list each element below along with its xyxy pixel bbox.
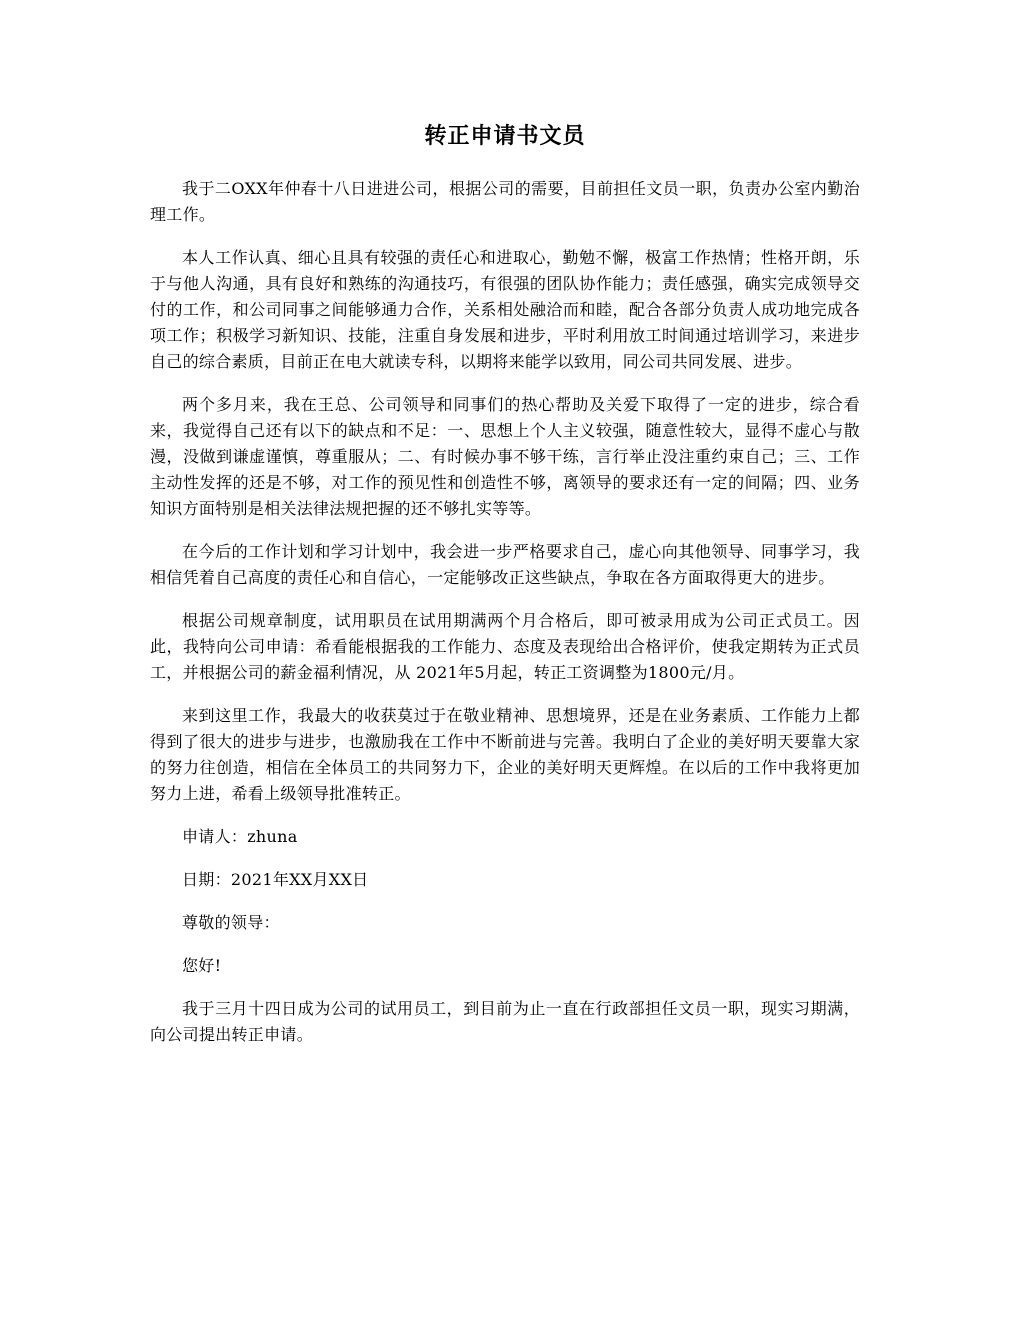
paragraph-gains: 来到这里工作，我最大的收获莫过于在敬业精神、思想境界，还是在业务素质、工作能力上都得到了很大的进步与进步，也激励我在工作中不断前进与完善。我明白了企业的美好明天要靠大家的努力往创造，相信在全体员工的共同努力下，企业的美好明天更辉煌。在以后的工作中我将更加努力上进，希看上级领导批准转正。 xyxy=(150,706,860,803)
date-line: 日期：2021年XX月XX日 xyxy=(182,870,369,889)
salutation-line: 尊敬的领导： xyxy=(182,913,280,932)
paragraph-application-request: 根据公司规章制度，试用职员在试用期满两个月合格后，即可被录用成为公司正式员工。因此，我特向公司申请：希看能根据我的工作能力、态度及表现给出合格评价，使我定期转为正式员工，并根据公司的薪金福利情况，从 2021年5月起，转正工资调整为1800元/月。 xyxy=(150,611,860,682)
applicant-line: 申请人：zhuna xyxy=(182,827,298,846)
greeting-line: 您好! xyxy=(182,956,222,975)
paragraph-intro: 我于二OXX年仲春十八日进进公司，根据公司的需要，目前担任文员一职，负责办公室内勤治理工作。 xyxy=(150,179,860,224)
paragraph-shortcomings: 两个多月来，我在王总、公司领导和同事们的热心帮助及关爱下取得了一定的进步，综合看来，我觉得自己还有以下的缺点和不足：一、思想上个人主义较强，随意性较大，显得不虚心与散漫，没做到谦虚谨慎，尊重服从；二、有时候办事不够干练，言行举止没注重约束自己；三、工作主动性发挥的还是不够，对工作的预见性和创造性不够，离领导的要求还有一定的间隔；四、业务知识方面特别是相关法律法规把握的还不够扎实等等。 xyxy=(150,395,860,518)
document-title: 转正申请书文员 xyxy=(424,123,586,149)
paragraph-self-assessment: 本人工作认真、细心且具有较强的责任心和进取心，勤勉不懈，极富工作热情；性格开朗，乐于与他人沟通，具有良好和熟练的沟通技巧，有很强的团队协作能力；责任感强，确实完成领导交付的工作，和公司同事之间能够通力合作，关系相处融洽而和睦，配合各部分负责人成功地完成各项工作；积极学习新知识、技能，注重自身发展和进步，平时利用放工时间通过培训学习，来进步自己的综合素质，目前正在电大就读专科，以期将来能学以致用，同公司共同发展、进步。 xyxy=(150,248,860,371)
paragraph-future-plan: 在今后的工作计划和学习计划中，我会进一步严格要求自己，虚心向其他领导、同事学习，我相信凭着自己高度的责任心和自信心，一定能够改正这些缺点，争取在各方面取得更大的进步。 xyxy=(150,542,860,587)
paragraph-closing: 我于三月十四日成为公司的试用员工，到目前为止一直在行政部担任文员一职，现实习期满，向公司提出转正申请。 xyxy=(150,999,860,1044)
document-page xyxy=(150,120,860,1065)
